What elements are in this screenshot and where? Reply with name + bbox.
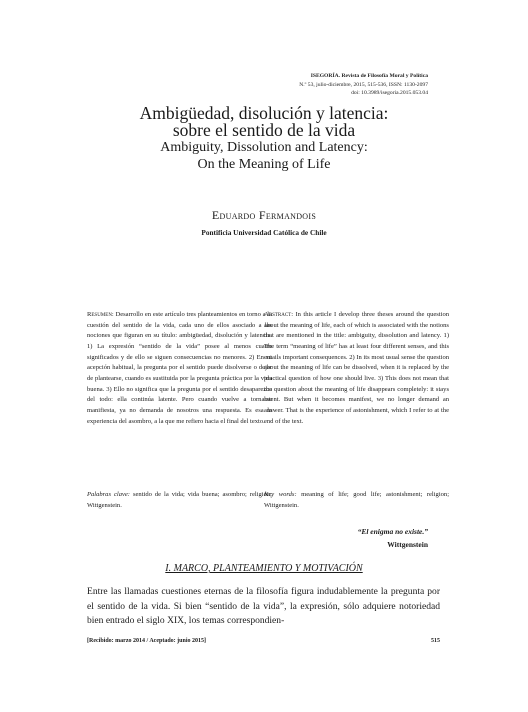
keywords-english-label: Key words: xyxy=(264,491,297,498)
title-spanish-line-1: Ambigüedad, disolución y latencia: xyxy=(139,103,389,123)
epigraph-attribution: Wittgenstein xyxy=(387,540,428,549)
epigraph-quote: “El enigma no existe.” xyxy=(357,527,428,536)
journal-header xyxy=(299,72,428,98)
author-affiliation: Pontificia Universidad Católica de Chile xyxy=(201,228,327,237)
title-spanish-line-2: sobre el sentido de la vida xyxy=(172,120,356,140)
journal-doi: doi: 10.3989/isegoria.2015.053.04 xyxy=(351,90,428,97)
keywords-spanish-label: Palabras clave: xyxy=(87,491,130,498)
author-name: Eduardo Fermandois xyxy=(211,208,317,222)
page-footer xyxy=(87,638,440,644)
abstract-english-text: In this article I develop three theses around the question about the meaning of life, each of which is associated with the notions that are mentioned in the title: ambiguity, dissolution and latency. 1) The term “meaning of life” has at least four different senses, and this entails important consequences. 2) In its most usual sense the question about the meaning of life can be dissolved, when it is replaced by the practical question of how one should live. 3) This does not mean that the question about the meaning of life disappears completely: it stays latent. But when it becomes manifest, we no longer demand an answer. That is the experience of astonishment, which I refer to at the end of the text. xyxy=(264,311,449,425)
abstract-english xyxy=(264,310,449,427)
title-english-line-1: Ambiguity, Dissolution and Latency: xyxy=(160,140,368,155)
keywords-english xyxy=(264,490,449,511)
abstract-spanish-text: Desarrollo en este artículo tres planteamientos en torno a la cuestión del sentido de la vida, cada uno de ellos asociado a las nociones que figuran en su título: ambigüedad, disolución y latencia. 1) La expresión “sentido de la vida” posee al menos cuatro significados y de ello se siguen consecuencias no menores. 2) En su acepción habitual, la pregunta por el sentido puede disolverse o dejar de plantearse, cuando es sustituida por la pregunta práctica por la vida buena. 3) Ello no significa que la pregunta por el sentido desaparezca del todo: ella continúa latente. Pero cuando vuelve a tornarse manifiesta, ya no demanda de nosotros una respuesta. Es esa la experiencia del asombro, a la que me refiero hacia el final del texto. xyxy=(87,311,272,425)
keywords-english-text: meaning of life; good life; astonishment; religion; Wittgenstein. xyxy=(264,491,450,509)
epigraph xyxy=(358,525,428,551)
abstract-spanish xyxy=(87,310,272,427)
footer-dates: [Recibido: marzo 2014 / Aceptado: junio 2015] xyxy=(87,638,206,644)
keywords-spanish xyxy=(87,490,272,511)
journal-name: ISEGORÍA. Revista de Filosofía Moral y Política xyxy=(310,73,428,79)
journal-issue: N.º 53, julio-diciembre, 2015, 515-536, ISSN: 1130-2097 xyxy=(299,81,428,88)
title-english-line-2: On the Meaning of Life xyxy=(197,157,331,172)
body-paragraph: Entre las llamadas cuestiones eternas de la filosofía figura indudablemente la pregunta por el sentido de la vida. Si bien “sentido de la vida”, la expresión, sólo adquiere notoriedad bien entrado el siglo XIX, los temas correspondien- xyxy=(87,586,440,626)
section-heading: I. MARCO, PLANTEAMIENTO Y MOTIVACIÓN xyxy=(165,563,363,574)
abstract-english-label: Abstract: xyxy=(264,311,294,318)
keywords-spanish-text: sentido de la vida; vida buena; asombro; religión; Wittgenstein. xyxy=(87,491,272,509)
abstract-spanish-label: Resumen: xyxy=(87,311,114,318)
page-number: 515 xyxy=(431,638,440,644)
title-block xyxy=(0,105,528,173)
